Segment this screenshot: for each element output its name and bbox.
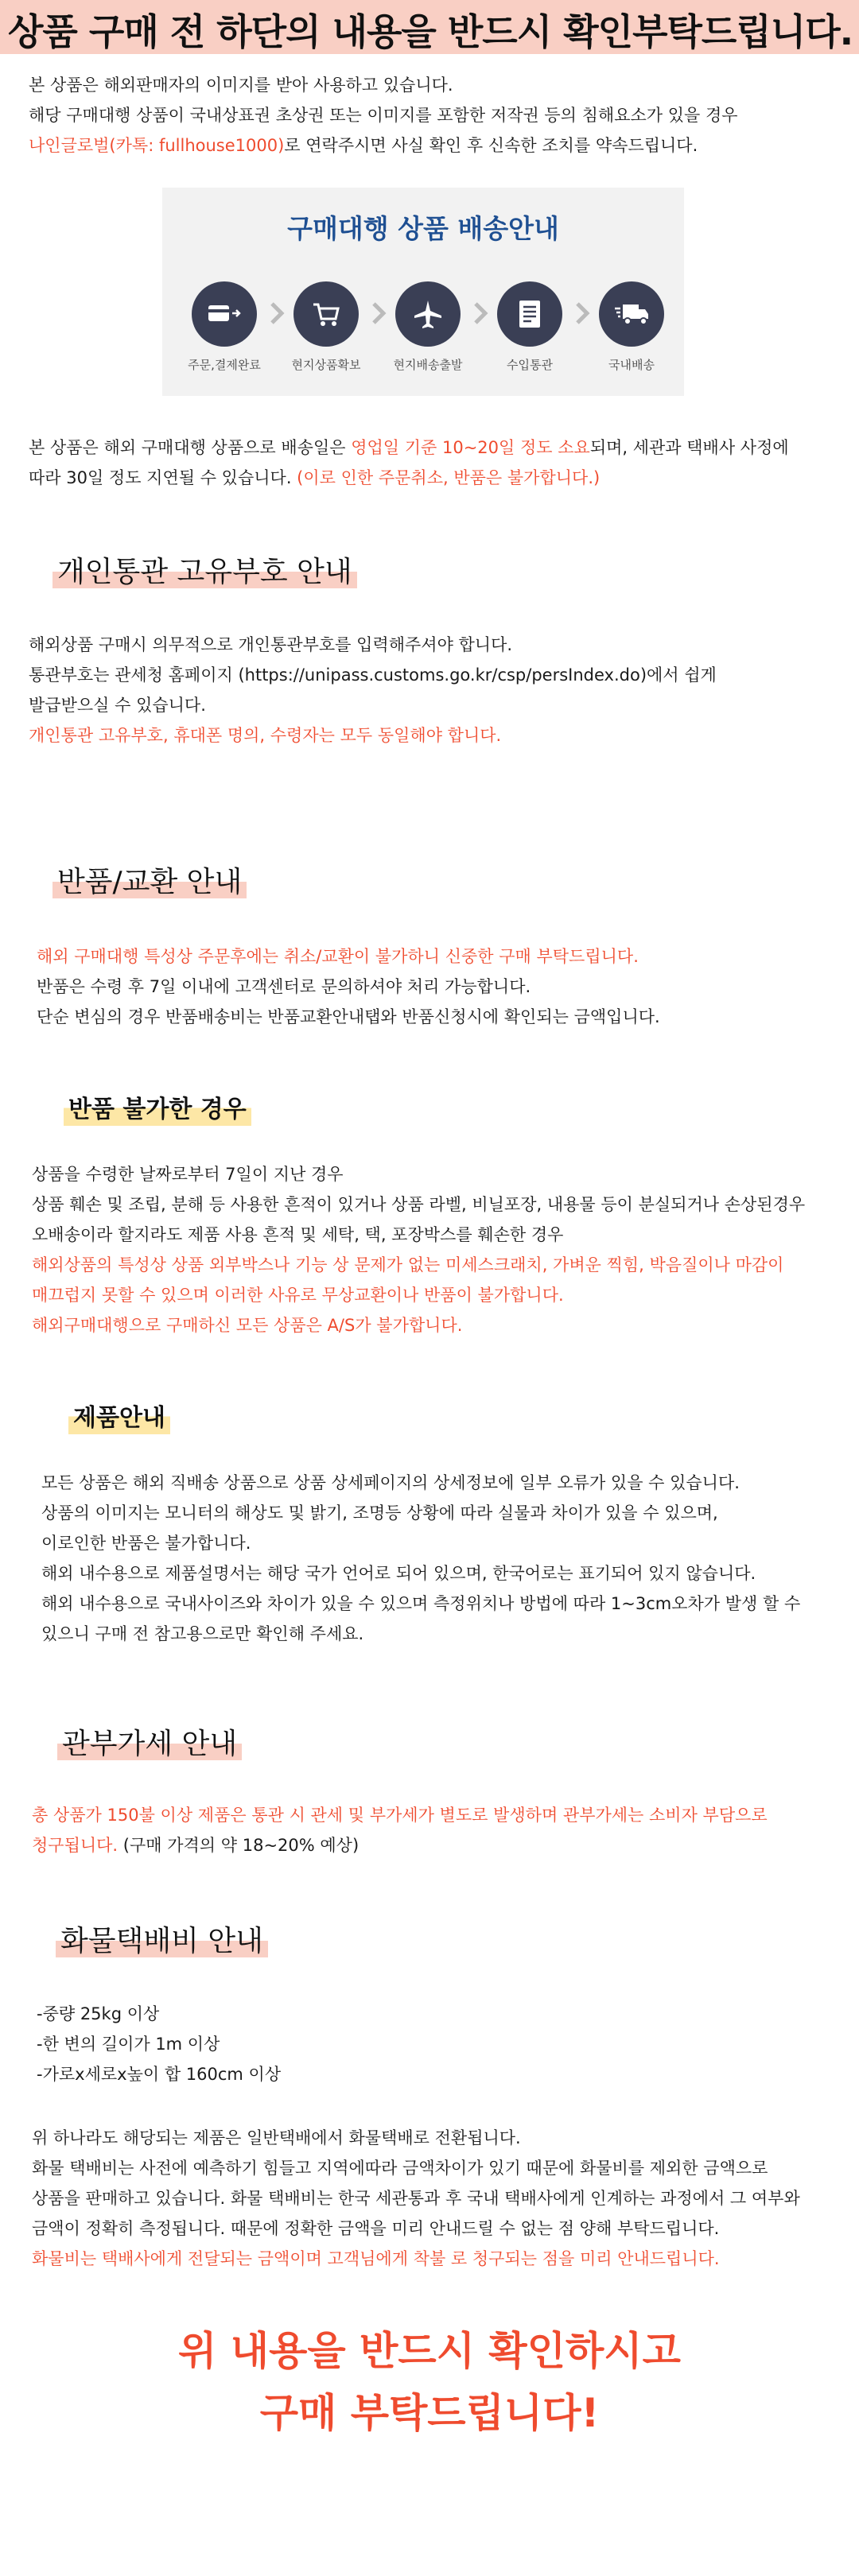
- freight-heading: 화물택배비 안내: [56, 1922, 268, 1961]
- freight-line-4: 금액이 정확히 측정됩니다. 때문에 정확한 금액을 미리 안내드릴 수 없는 점 양해 부탁드립니다.: [32, 2219, 720, 2238]
- shipping-step-label: 현지배송출발: [393, 358, 463, 372]
- delivery-text: 따라 30일 정도 지연될 수 있습니다.: [29, 468, 297, 487]
- tax-heading: 관부가세 안내: [57, 1725, 242, 1763]
- intro-line-3: [29, 130, 698, 161]
- freight-condition-2: -한 변의 길이가 1m 이상: [37, 2035, 220, 2054]
- delivery-line-2: [29, 463, 600, 493]
- no-return-heading: 반품 불가한 경우: [64, 1091, 251, 1129]
- product-info-line-5: 해외 내수용으로 국내사이즈와 차이가 있을 수 있으며 측정위치나 방법에 따라 1~3cm오차가 발생 할 수: [41, 1594, 801, 1613]
- freight-condition-1: -중량 25kg 이상: [37, 2004, 160, 2023]
- freight-line-3: 상품을 판매하고 있습니다. 화물 택배비는 한국 세관통과 후 국내 택배사에게 인계하는 과정에서 그 여부와: [32, 2189, 800, 2208]
- product-info-line-3: 이로인한 반품은 불가합니다.: [41, 1534, 251, 1553]
- customs-id-line-2: 통관부호는 관세청 홈페이지 (https://unipass.customs.go.kr/csp/persIndex.do)에서 쉽게: [29, 665, 717, 685]
- delivery-text: 되며, 세관과 택배사 사정에: [589, 438, 789, 457]
- card-icon: [192, 281, 257, 347]
- shipping-step-1: [181, 281, 268, 373]
- closing-line-2: 구매 부탁드립니다!: [259, 2390, 600, 2436]
- shipping-step-label: 주문,결제완료: [188, 358, 261, 372]
- shipping-step-label: 국내배송: [608, 358, 655, 372]
- delivery-line-1: [29, 433, 789, 463]
- shipping-step-label: 수입통관: [507, 358, 553, 372]
- shipping-step-4: [486, 281, 573, 373]
- truck-icon: [599, 281, 664, 347]
- closing-line-1: 위 내용을 반드시 확인하시고: [178, 2328, 681, 2374]
- product-info-line-6: 있으니 구매 전 참고용으로만 확인해 주세요.: [41, 1624, 364, 1643]
- shipping-guide-title: 구매대행 상품 배송안내: [287, 213, 559, 244]
- shipping-step-3: [384, 281, 472, 373]
- customs-id-heading: 개인통관 고유부호 안내: [52, 553, 357, 592]
- freight-line-2: 화물 택배비는 사전에 예측하기 힘들고 지역에따라 금액차이가 있기 때문에 화물비를 제외한 금액으로: [32, 2159, 768, 2178]
- tax-line-2: [32, 1830, 359, 1860]
- document-icon: [497, 281, 562, 347]
- banner-title: 상품 구매 전 하단의 내용을 반드시 확인부탁드립니다.: [8, 10, 853, 53]
- no-return-line-2: 상품 훼손 및 조립, 분해 등 사용한 흔적이 있거나 상품 라벨, 비닐포장, 내용물 등이 분실되거나 손상된경우: [32, 1195, 806, 1214]
- cart-icon: [293, 281, 359, 347]
- no-return-line-4: 해외상품의 특성상 상품 외부박스나 기능 상 문제가 없는 미세스크래치, 가벼운 찍힘, 박음질이나 마감이: [32, 1255, 784, 1274]
- no-return-line-6: 해외구매대행으로 구매하신 모든 상품은 A/S가 불가합니다.: [32, 1316, 463, 1335]
- contact-link[interactable]: 나인글로벌(카톡: fullhouse1000): [29, 136, 285, 155]
- shipping-step-2: [282, 281, 370, 373]
- shipping-guide-graphic: [162, 188, 684, 396]
- no-return-line-3: 오배송이라 할지라도 제품 사용 흔적 및 세탁, 택, 포장박스를 훼손한 경우: [32, 1225, 564, 1244]
- product-info-line-1: 모든 상품은 해외 직배송 상품으로 상품 상세페이지의 상세정보에 일부 오류가 있을 수 있습니다.: [41, 1473, 740, 1492]
- intro-line-2: 해당 구매대행 상품이 국내상표권 초상권 또는 이미지를 포함한 저작권 등의 침해요소가 있을 경우: [29, 106, 738, 125]
- intro-line-1: 본 상품은 해외판매자의 이미지를 받아 사용하고 있습니다.: [29, 76, 453, 95]
- shipping-step-label: 현지상품확보: [291, 358, 361, 372]
- intro-line-3-rest: 로 연락주시면 사실 확인 후 신속한 조치를 약속드립니다.: [284, 136, 698, 155]
- customs-id-line-3: 발급받으실 수 있습니다.: [29, 696, 206, 715]
- returns-line-3: 단순 변심의 경우 반품배송비는 반품교환안내탭와 반품신청시에 확인되는 금액입니다.: [37, 1007, 660, 1026]
- tax-rate-note: (구매 가격의 약 18~20% 예상): [118, 1836, 360, 1855]
- no-return-line-1: 상품을 수령한 날짜로부터 7일이 지난 경우: [32, 1165, 344, 1184]
- delivery-period: 영업일 기준 10~20일 정도 소요: [351, 438, 590, 457]
- returns-heading: 반품/교환 안내: [52, 863, 247, 902]
- airplane-icon: [395, 281, 461, 347]
- freight-condition-3: -가로x세로x높이 합 160cm 이상: [37, 2065, 282, 2084]
- freight-line-5: 화물비는 택배사에게 전달되는 금액이며 고객님에게 착불 로 청구되는 점을 미리 안내드립니다.: [32, 2249, 720, 2268]
- customs-id-line-4: 개인통관 고유부호, 휴대폰 명의, 수령자는 모두 동일해야 합니다.: [29, 726, 502, 745]
- delivery-text: 본 상품은 해외 구매대행 상품으로 배송일은: [29, 438, 352, 457]
- tax-text: 청구됩니다.: [32, 1836, 119, 1855]
- shipping-step-5: [588, 281, 675, 373]
- product-info-heading: 제품안내: [68, 1399, 170, 1437]
- customs-id-line-1: 해외상품 구매시 의무적으로 개인통관부호를 입력해주셔야 합니다.: [29, 635, 513, 654]
- no-return-line-5: 매끄럽지 못할 수 있으며 이러한 사유로 무상교환이나 반품이 불가합니다.: [32, 1286, 564, 1305]
- returns-line-1: 해외 구매대행 특성상 주문후에는 취소/교환이 불가하니 신중한 구매 부탁드립니다.: [37, 947, 639, 966]
- product-info-line-4: 해외 내수용으로 제품설명서는 해당 국가 언어로 되어 있으며, 한국어로는 표기되어 있지 않습니다.: [41, 1564, 756, 1583]
- delivery-notice: (이로 인한 주문취소, 반품은 불가합니다.): [297, 468, 601, 487]
- returns-line-2: 반품은 수령 후 7일 이내에 고객센터로 문의하셔야 처리 가능합니다.: [37, 977, 531, 996]
- product-info-line-2: 상품의 이미지는 모니터의 해상도 및 밝기, 조명등 상황에 따라 실물과 차이가 있을 수 있으며,: [41, 1503, 718, 1523]
- freight-line-1: 위 하나라도 해당되는 제품은 일반택배에서 화물택배로 전환됩니다.: [32, 2128, 521, 2147]
- tax-line-1: 총 상품가 150불 이상 제품은 통관 시 관세 및 부가세가 별도로 발생하며 관부가세는 소비자 부담으로: [32, 1806, 768, 1825]
- top-banner: [0, 0, 859, 54]
